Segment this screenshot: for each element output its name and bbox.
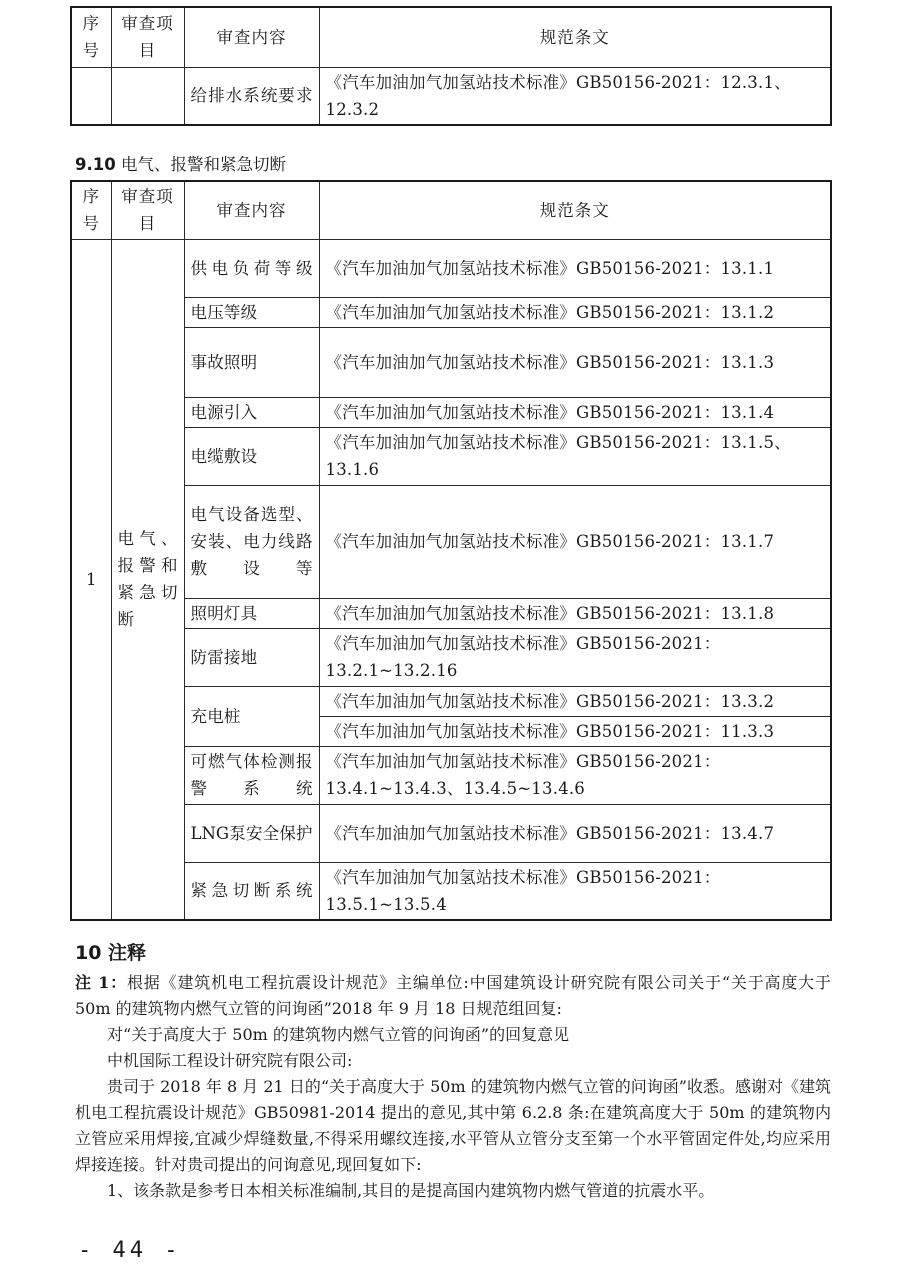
table-row [71, 862, 831, 920]
header-clause: 规范条文 [319, 181, 831, 239]
item-cell [111, 67, 184, 125]
table-header-row [71, 7, 831, 67]
content-cell: 充电桩 [184, 686, 319, 746]
clause-cell: 《汽车加油加气加氢站技术标准》GB50156-2021：13.1.1 [319, 239, 831, 297]
content-cell: 防雷接地 [184, 628, 319, 686]
section-number: 9.10 [75, 155, 116, 174]
content-cell: 电源引入 [184, 397, 319, 427]
content-cell: 电气设备选型、安装、电力线路敷设等 [184, 485, 319, 598]
clause-cell: 《汽车加油加气加氢站技术标准》GB50156-2021：13.4.1~13.4.3、13.4.5~13.4.6 [319, 746, 831, 804]
table-row [71, 746, 831, 804]
content-cell: 给排水系统要求 [184, 67, 319, 125]
content-cell: 供电负荷等级 [184, 239, 319, 297]
content-cell: 可燃气体检测报警系统 [184, 746, 319, 804]
table-row [71, 397, 831, 427]
content-cell: 紧急切断系统 [184, 862, 319, 920]
water-supply-table [70, 6, 832, 126]
clause-cell: 《汽车加油加气加氢站技术标准》GB50156-2021：13.5.1~13.5.4 [319, 862, 831, 920]
clause-cell: 《汽车加油加气加氢站技术标准》GB50156-2021：13.3.2 [319, 686, 831, 716]
note-1-text: 根据《建筑机电工程抗震设计规范》主编单位:中国建筑设计研究院有限公司关于“关于高度大于 50m 的建筑物内燃气立管的问询函”2018 年 9 月 18 日规范组回复: [75, 973, 831, 1018]
table-row [71, 686, 831, 716]
table-row [71, 804, 831, 862]
table-row [71, 427, 831, 485]
seq-cell: 1 [71, 239, 111, 920]
addressee: 中机国际工程设计研究院有限公司: [107, 1051, 353, 1070]
table-row [71, 297, 831, 327]
note-1-label: 注 1： [75, 973, 127, 992]
reply-body: 贵司于 2018 年 8 月 21 日的“关于高度大于 50m 的建筑物内燃气立管的问询函”收悉。感谢对《建筑机电工程抗震设计规范》GB50981-2014 提出的意见,其中第 6.2.8 条:在建筑高度大于 50m 的建筑物内立管应采用焊接,宜减少焊缝数量,不得采用螺纹连接,水平管从立管分支至第一个水平管固定件处,均应采用焊接连接。针对贵司提出的问询意见,现回复如下: [75, 1077, 831, 1174]
table-row [71, 598, 831, 628]
table-row [71, 67, 831, 125]
clause-cell: 《汽车加油加气加氢站技术标准》GB50156-2021：13.1.2 [319, 297, 831, 327]
header-seq: 序号 [71, 7, 111, 67]
header-item: 审查项目 [111, 7, 184, 67]
content-cell: 事故照明 [184, 327, 319, 397]
note-1 [75, 970, 831, 1022]
header-clause: 规范条文 [319, 7, 831, 67]
content-cell: 电缆敷设 [184, 427, 319, 485]
section-title-text: 电气、报警和紧急切断 [120, 155, 286, 174]
table-row [71, 628, 831, 686]
seq-cell [71, 67, 111, 125]
clause-cell: 《汽车加油加气加氢站技术标准》GB50156-2021：13.1.5、13.1.6 [319, 427, 831, 485]
table-header-row [71, 181, 831, 239]
notes-section [75, 938, 831, 1204]
page-number: - 44 - [78, 1238, 182, 1263]
clause-cell: 《汽车加油加气加氢站技术标准》GB50156-2021：13.4.7 [319, 804, 831, 862]
electrical-alarm-table [70, 180, 832, 921]
table-row [71, 327, 831, 397]
table-row [71, 485, 831, 598]
clause-cell: 《汽车加油加气加氢站技术标准》GB50156-2021：13.1.3 [319, 327, 831, 397]
clause-cell: 《汽车加油加气加氢站技术标准》GB50156-2021：13.1.4 [319, 397, 831, 427]
clause-cell: 《汽车加油加气加氢站技术标准》GB50156-2021：13.1.8 [319, 598, 831, 628]
section-heading [75, 151, 286, 175]
reply-item-1: 1、该条款是参考日本相关标准编制,其目的是提高国内建筑物内燃气管道的抗震水平。 [107, 1181, 715, 1200]
clause-cell: 《汽车加油加气加氢站技术标准》GB50156-2021：12.3.1、12.3.2 [319, 67, 831, 125]
reply-title: 对“关于高度大于 50m 的建筑物内燃气立管的问询函”的回复意见 [107, 1025, 570, 1044]
clause-cell: 《汽车加油加气加氢站技术标准》GB50156-2021：11.3.3 [319, 716, 831, 746]
header-content: 审查内容 [184, 7, 319, 67]
notes-heading: 10 注释 [75, 942, 147, 964]
content-cell: LNG泵安全保护 [184, 804, 319, 862]
header-item: 审查项目 [111, 181, 184, 239]
clause-cell: 《汽车加油加气加氢站技术标准》GB50156-2021：13.2.1~13.2.16 [319, 628, 831, 686]
content-cell: 照明灯具 [184, 598, 319, 628]
header-seq: 序号 [71, 181, 111, 239]
content-cell: 电压等级 [184, 297, 319, 327]
header-content: 审查内容 [184, 181, 319, 239]
clause-cell: 《汽车加油加气加氢站技术标准》GB50156-2021：13.1.7 [319, 485, 831, 598]
table-row [71, 239, 831, 297]
item-cell: 电气、报警和紧急切断 [111, 239, 184, 920]
